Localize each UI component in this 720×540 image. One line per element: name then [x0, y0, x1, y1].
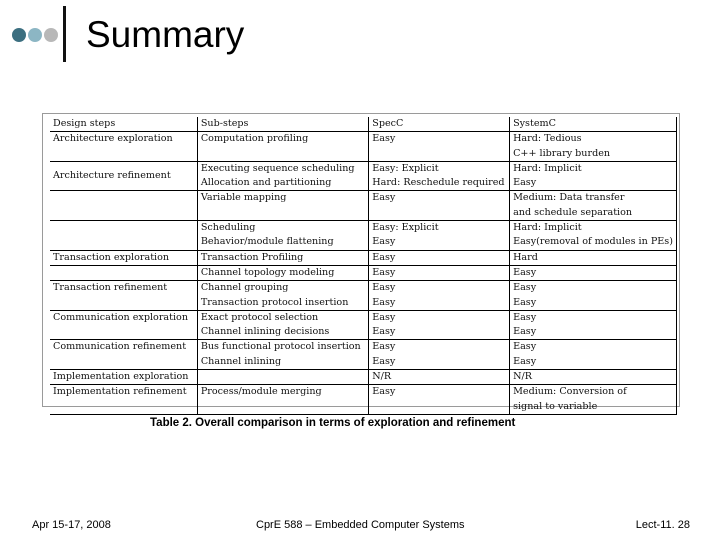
- header-specc: SpecC: [369, 117, 510, 132]
- design-step-cell: Implementation exploration: [50, 370, 197, 385]
- specc-cell: [369, 281, 510, 311]
- header-sub-steps: Sub-steps: [197, 117, 368, 132]
- specc-cell: [369, 310, 510, 340]
- specc-line: Easy: [372, 236, 396, 248]
- systemc-line: Hard: Implicit: [513, 222, 582, 234]
- table-image-frame: [42, 113, 680, 412]
- systemc-line: Easy: [513, 177, 537, 189]
- header-design-steps: Design steps: [50, 117, 197, 132]
- sub-step-line: Behavior/module flattening: [200, 236, 334, 248]
- design-step-cell: [50, 191, 197, 221]
- sub-step-line: Exact protocol selection: [200, 311, 319, 323]
- specc-line: Easy: [372, 311, 396, 323]
- table-row: [50, 281, 677, 311]
- specc-line: Easy: Explicit: [372, 222, 439, 234]
- sub-step-cell: [197, 310, 368, 340]
- systemc-line: Easy: [513, 341, 537, 353]
- specc-line: Hard: Reschedule required: [372, 177, 505, 189]
- sub-step-line: Channel inlining: [200, 355, 282, 367]
- systemc-line: and schedule separation: [513, 206, 633, 218]
- design-step-cell: [50, 265, 197, 280]
- table-row: [50, 310, 677, 340]
- header-systemc: SystemC: [510, 117, 677, 132]
- systemc-cell: [510, 281, 677, 311]
- sub-step-line: Executing sequence scheduling: [200, 162, 355, 174]
- specc-cell: [369, 221, 510, 251]
- systemc-line: C++ library burden: [513, 147, 611, 159]
- systemc-line: Easy: [513, 296, 537, 308]
- design-step-cell: Communication exploration: [50, 310, 197, 340]
- specc-cell: [369, 161, 510, 191]
- sub-step-line: Bus functional protocol insertion: [200, 341, 361, 353]
- design-step-cell: Implementation refinement: [50, 385, 197, 415]
- systemc-cell: [510, 191, 677, 221]
- systemc-line: signal to variable: [513, 400, 598, 412]
- systemc-cell: [510, 385, 677, 415]
- specc-line: Easy: [372, 355, 396, 367]
- design-step-cell: Transaction refinement: [50, 281, 197, 311]
- specc-cell: [369, 340, 510, 370]
- systemc-line: Medium: Data transfer: [513, 192, 625, 204]
- sub-step-line: Allocation and partitioning: [200, 177, 332, 189]
- table-row: [50, 340, 677, 370]
- specc-line: Easy: Explicit: [372, 162, 439, 174]
- systemc-cell: [510, 132, 677, 162]
- systemc-line: Easy: [513, 355, 537, 367]
- design-step-cell: [50, 221, 197, 251]
- design-step-cell: Architecture refinement: [50, 161, 197, 191]
- sub-step-cell: Channel topology modeling: [197, 265, 368, 280]
- systemc-cell: [510, 340, 677, 370]
- systemc-cell: [510, 221, 677, 251]
- table-row: [50, 161, 677, 191]
- systemc-cell: [510, 161, 677, 191]
- systemc-cell: N/R: [510, 370, 677, 385]
- systemc-line: Medium: Conversion of: [513, 386, 627, 398]
- systemc-cell: [510, 310, 677, 340]
- systemc-cell: Easy: [510, 265, 677, 280]
- systemc-line: Easy: [513, 311, 537, 323]
- design-step-cell: Transaction exploration: [50, 250, 197, 265]
- comparison-table: [50, 117, 677, 415]
- table-row: [50, 132, 677, 162]
- design-step-cell: Architecture exploration: [50, 132, 197, 162]
- specc-line: Easy: [372, 282, 396, 294]
- sub-step-cell: Process/module merging: [197, 385, 368, 415]
- systemc-line: Hard: Tedious: [513, 133, 582, 145]
- specc-cell: Easy: [369, 132, 510, 162]
- specc-line: Easy: [372, 296, 396, 308]
- sub-step-line: Channel grouping: [200, 282, 289, 294]
- specc-cell: Easy: [369, 191, 510, 221]
- design-step-cell: Communication refinement: [50, 340, 197, 370]
- table-row: [50, 265, 677, 280]
- sub-step-line: Transaction protocol insertion: [200, 296, 349, 308]
- table-row: [50, 385, 677, 415]
- table-row: [50, 221, 677, 251]
- slide-logo: [12, 20, 72, 64]
- table-row: [50, 370, 677, 385]
- sub-step-cell: [197, 370, 368, 385]
- logo-dot-light-icon: [28, 28, 42, 42]
- specc-cell: Easy: [369, 385, 510, 415]
- sub-step-cell: [197, 221, 368, 251]
- systemc-line: Easy: [513, 326, 537, 338]
- logo-dot-gray-icon: [44, 28, 58, 42]
- table-header-row: [50, 117, 677, 132]
- table-row: [50, 191, 677, 221]
- specc-line: Easy: [372, 341, 396, 353]
- systemc-line: Easy(removal of modules in PEs): [513, 236, 673, 248]
- logo-dot-dark-icon: [12, 28, 26, 42]
- specc-line: Easy: [372, 326, 396, 338]
- specc-cell: Easy: [369, 250, 510, 265]
- systemc-line: Easy: [513, 282, 537, 294]
- sub-step-cell: Variable mapping: [197, 191, 368, 221]
- sub-step-line: Channel inlining decisions: [200, 326, 330, 338]
- logo-bar-icon: [63, 6, 66, 62]
- sub-step-cell: [197, 161, 368, 191]
- sub-step-line: Scheduling: [200, 222, 256, 234]
- systemc-cell: Hard: [510, 250, 677, 265]
- sub-step-cell: [197, 281, 368, 311]
- footer-lecture-number: Lect-11. 28: [635, 519, 690, 531]
- table-caption: Table 2. Overall comparison in terms of exploration and refinement: [150, 417, 516, 429]
- sub-step-cell: Transaction Profiling: [197, 250, 368, 265]
- sub-step-cell: [197, 340, 368, 370]
- specc-cell: N/R: [369, 370, 510, 385]
- sub-step-cell: Computation profiling: [197, 132, 368, 162]
- systemc-line: Hard: Implicit: [513, 162, 582, 174]
- table-row: [50, 250, 677, 265]
- slide-title: Summary: [86, 14, 245, 55]
- footer-course: CprE 588 – Embedded Computer Systems: [256, 519, 465, 531]
- specc-cell: Easy: [369, 265, 510, 280]
- footer-date: Apr 15-17, 2008: [32, 519, 111, 531]
